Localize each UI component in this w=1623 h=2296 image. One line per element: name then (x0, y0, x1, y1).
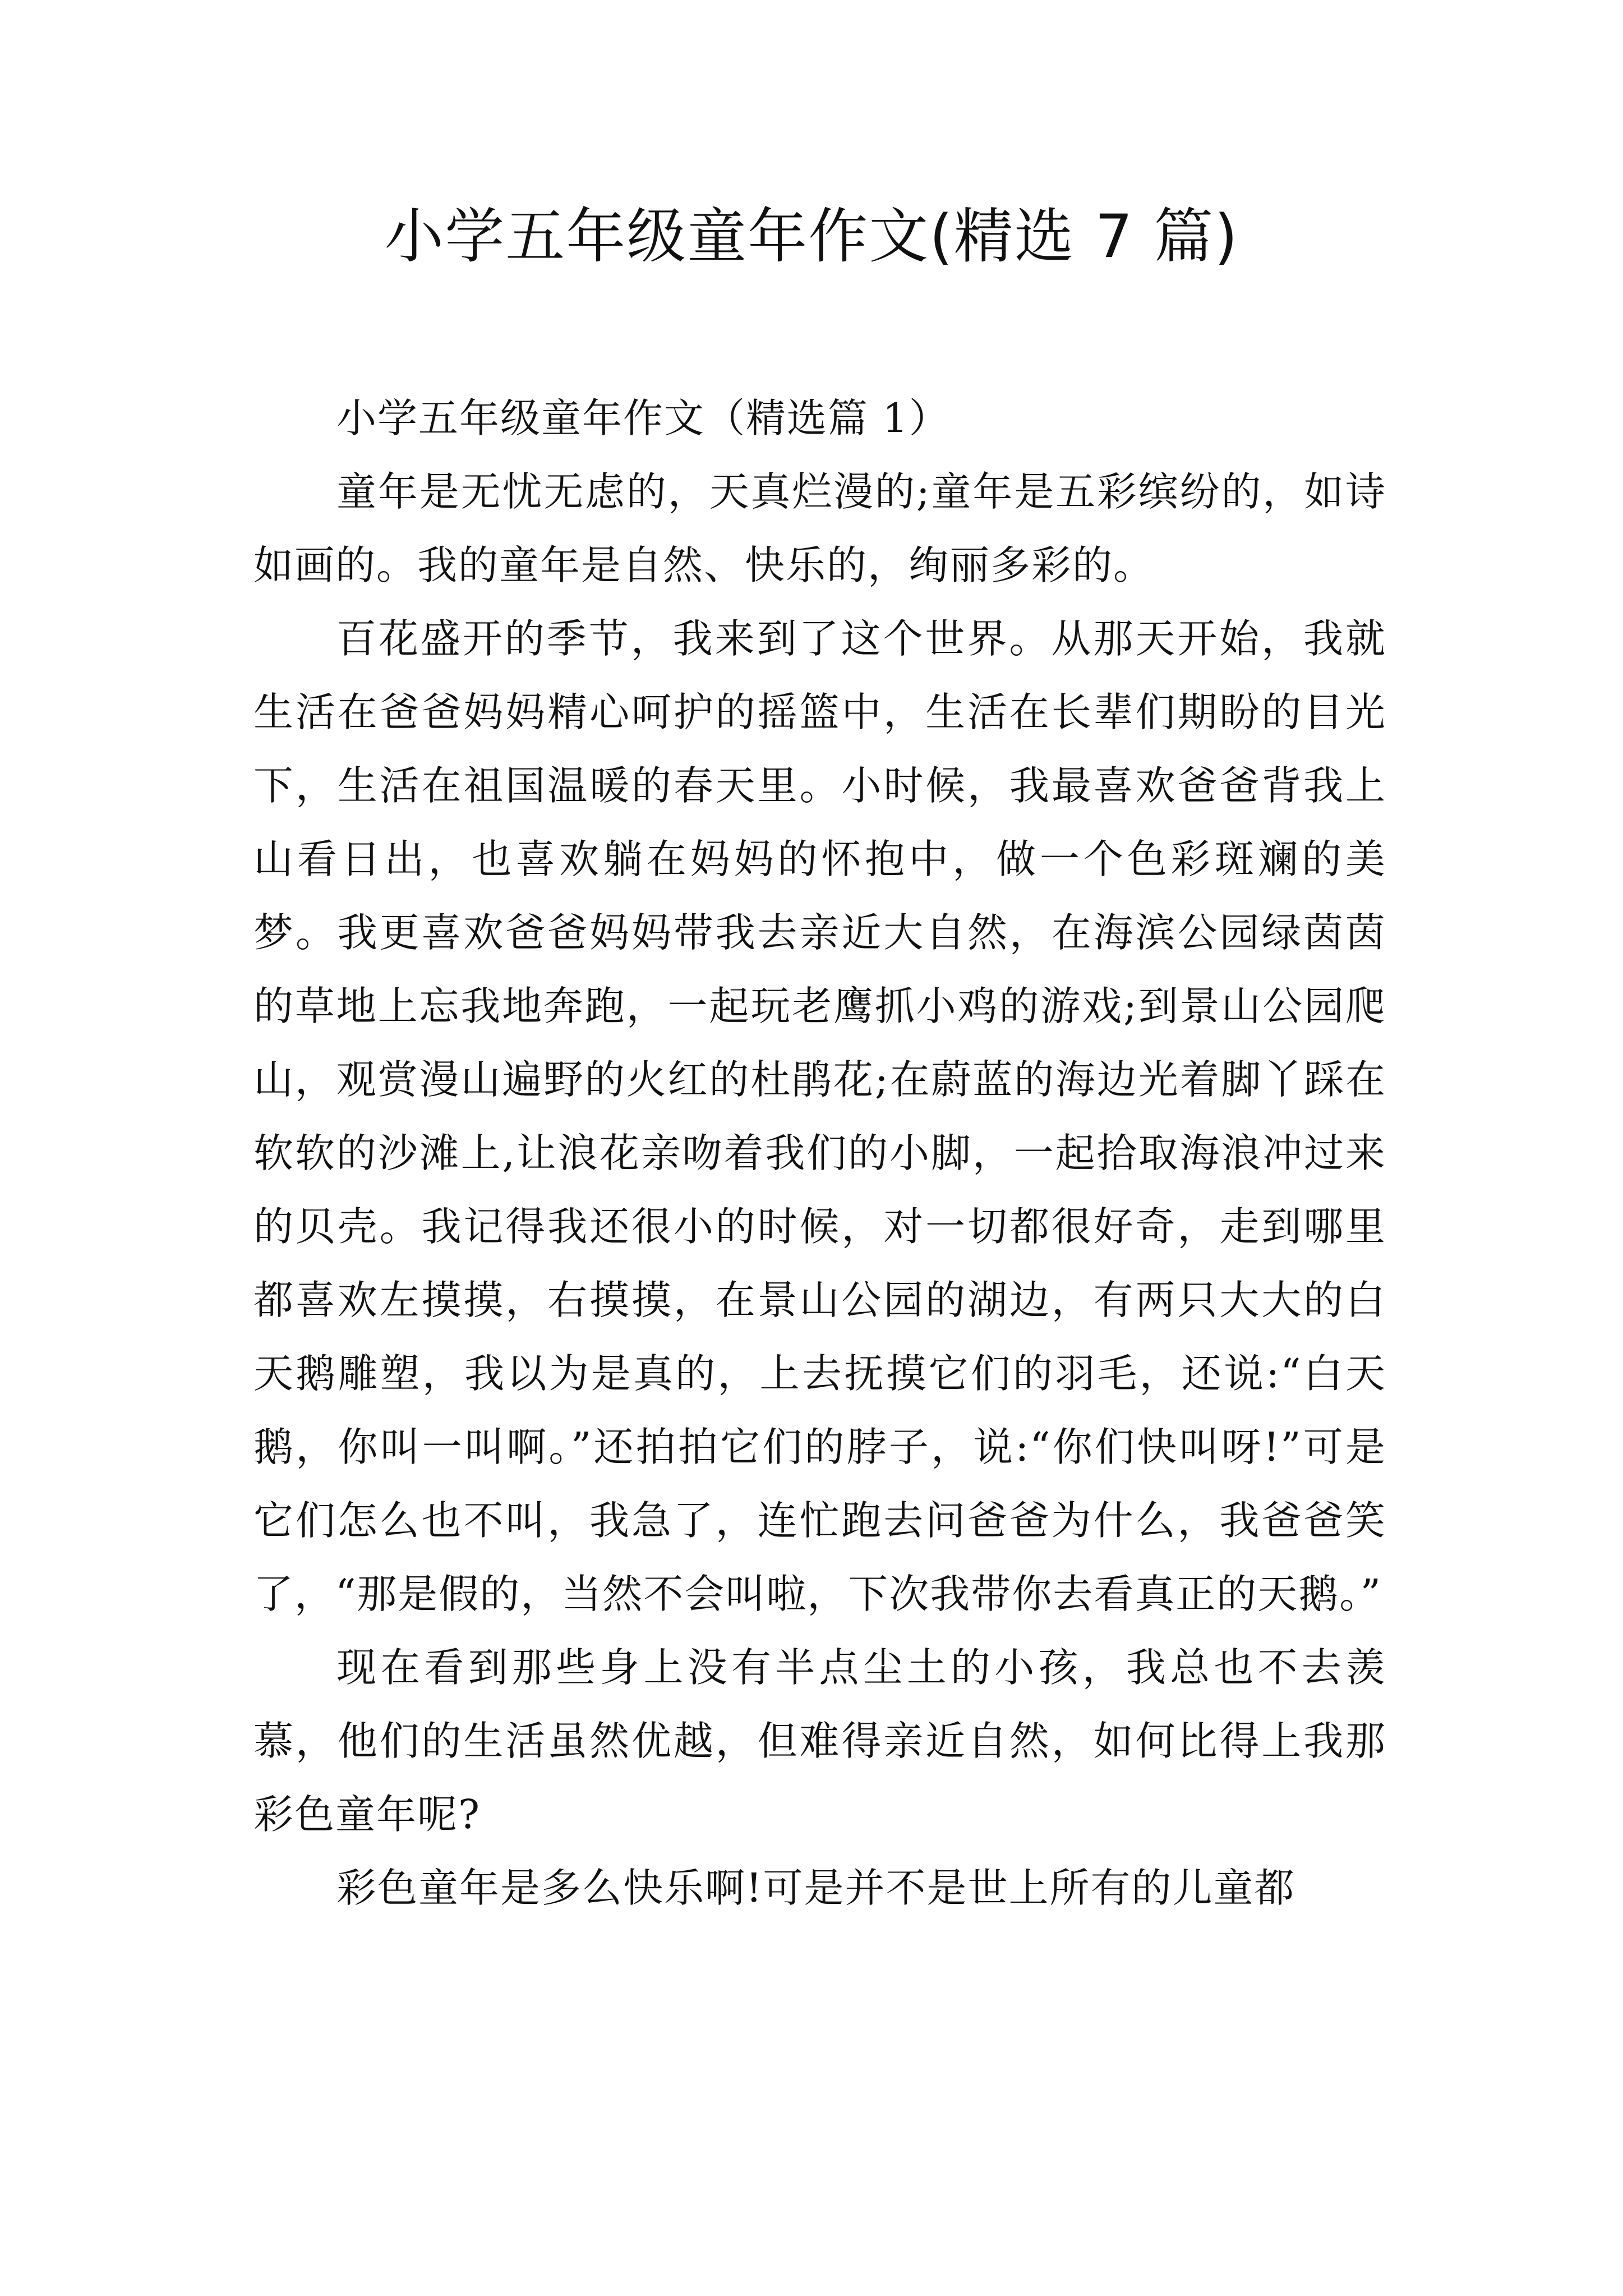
document-body (253, 381, 1386, 1925)
paragraph: 彩色童年是多么快乐啊!可是并不是世上所有的儿童都 (336, 1865, 1295, 1911)
section-heading: 小学五年级童年作文（精选篇 1） (336, 395, 950, 441)
document-title: 小学五年级童年作文(精选 7 篇) (384, 202, 1239, 271)
paragraph: 现在看到那些身上没有半点尘土的小孩，我总也不去羡慕，他们的生活虽然优越，但难得亲近自然，如何比得上我那彩色童年呢? (253, 1644, 1386, 1838)
paragraph: 童年是无忧无虑的，天真烂漫的;童年是五彩缤纷的，如诗如画的。我的童年是自然、快乐的，绚丽多彩的。 (253, 468, 1386, 588)
paragraph: 百花盛开的季节，我来到了这个世界。从那天开始，我就生活在爸爸妈妈精心呵护的摇篮中，生活在长辈们期盼的目光下，生活在祖国温暖的春天里。小时候，我最喜欢爸爸背我上山看日出，也喜欢躺在妈妈的怀抱中，做一个色彩斑斓的美梦。我更喜欢爸爸妈妈带我去亲近大自然，在海滨公园绿茵茵的草地上忘我地奔跑，一起玩老鹰抓小鸡的游戏;到景山公园爬山，观赏漫山遍野的火红的杜鹃花;在蔚蓝的海边光着脚丫踩在软软的沙滩上,让浪花亲吻着我们的小脚，一起拾取海浪冲过来的贝壳。我记得我还很小的时候，对一切都很好奇，走到哪里都喜欢左摸摸，右摸摸，在景山公园的湖边，有两只大大的白天鹅雕塑，我以为是真的，上去抚摸它们的羽毛，还说:“白天鹅，你叫一叫啊。”还拍拍它们的脖子，说:“你们快叫呀!”可是它们怎么也不叫，我急了，连忙跑去问爸爸为什么，我爸爸笑了，“那是假的，当然不会叫啦，下次我带你去看真正的天鹅。” (253, 615, 1386, 1617)
